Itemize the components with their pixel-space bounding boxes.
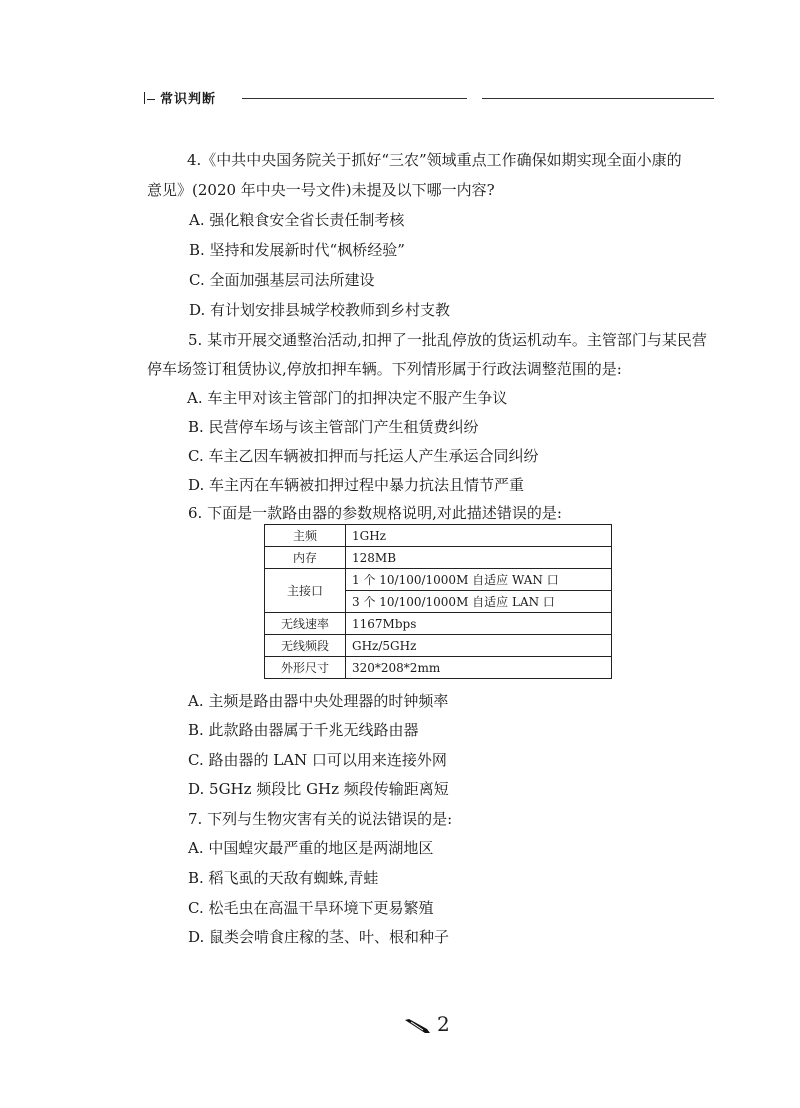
table-row: [265, 569, 612, 591]
q7-stem-line1: 7. 下列与生物灾害有关的说法错误的是:: [188, 810, 453, 828]
q6-option-b: B. 此款路由器属于千兆无线路由器: [188, 721, 419, 739]
q4-option-b: B. 坚持和发展新时代“枫桥经验”: [189, 241, 405, 259]
page-number: 2: [437, 1012, 450, 1036]
q5-option-a: A. 车主甲对该主管部门的扣押决定不服产生争议: [187, 389, 508, 407]
spec-value: 3 个 10/100/1000M 自适应 LAN 口: [346, 591, 612, 613]
q4-option-d: D. 有计划安排县城学校教师到乡村支教: [189, 301, 451, 319]
spec-label: 外形尺寸: [265, 657, 346, 679]
q6-stem-line1: 6. 下面是一款路由器的参数规格说明,对此描述错误的是:: [188, 504, 562, 522]
running-header: [144, 88, 714, 112]
q4-option-c: C. 全面加强基层司法所建设: [189, 271, 375, 289]
spec-label: 主接口: [265, 569, 346, 613]
page-footer: [403, 1010, 463, 1040]
q5-option-c: C. 车主乙因车辆被扣押而与托运人产生承运合同纠纷: [188, 447, 539, 465]
spec-label: 无线频段: [265, 635, 346, 657]
quill-icon: [403, 1016, 433, 1036]
spec-value: 1GHz: [346, 525, 612, 547]
q7-option-d: D. 鼠类会啃食庄稼的茎、叶、根和种子: [188, 928, 450, 946]
q7-option-b: B. 稻飞虱的天敌有蜘蛛,青蛙: [188, 869, 379, 887]
q5-stem-line1: 5. 某市开展交通整治活动,扣押了一批乱停放的货运机动车。主管部门与某民营: [188, 331, 707, 349]
q5-option-b: B. 民营停车场与该主管部门产生租赁费纠纷: [188, 418, 479, 436]
header-tick: [144, 92, 145, 104]
header-rule-left: [242, 98, 467, 99]
q4-stem-line2: 意见》(2020 年中央一号文件)未提及以下哪一内容?: [147, 181, 495, 199]
q6-option-c: C. 路由器的 LAN 口可以用来连接外网: [188, 751, 447, 769]
q7-option-a: A. 中国蝗灾最严重的地区是两湖地区: [188, 839, 434, 857]
q5-option-d: D. 车主丙在车辆被扣押过程中暴力抗法且情节严重: [188, 476, 525, 494]
q7-option-c: C. 松毛虫在高温干旱环境下更易繁殖: [188, 899, 434, 917]
table-row: [265, 635, 612, 657]
header-dash: [147, 99, 155, 100]
spec-label: 无线速率: [265, 613, 346, 635]
header-rule-right: [482, 98, 714, 99]
table-row: [265, 613, 612, 635]
q5-stem-line2: 停车场签订租赁协议,停放扣押车辆。下列情形属于行政法调整范围的是:: [147, 360, 622, 378]
q6-option-d: D. 5GHz 频段比 GHz 频段传输距离短: [188, 780, 449, 798]
q4-option-a: A. 强化粮食安全省长责任制考核: [189, 211, 405, 229]
spec-label: 内存: [265, 547, 346, 569]
q6-option-a: A. 主频是路由器中央处理器的时钟频率: [188, 692, 449, 710]
section-title: 常识判断: [160, 92, 217, 107]
spec-value: 320*208*2mm: [346, 657, 612, 679]
spec-value: 1167Mbps: [346, 613, 612, 635]
spec-label: 主频: [265, 525, 346, 547]
router-spec-table: [264, 524, 612, 679]
spec-value: 1 个 10/100/1000M 自适应 WAN 口: [346, 569, 612, 591]
spec-value: GHz/5GHz: [346, 635, 612, 657]
table-row: [265, 525, 612, 547]
table-row: [265, 657, 612, 679]
spec-value: 128MB: [346, 547, 612, 569]
q4-stem-line1: 4.《中共中央国务院关于抓好“三农”领域重点工作确保如期实现全面小康的: [187, 151, 682, 169]
table-row: [265, 547, 612, 569]
